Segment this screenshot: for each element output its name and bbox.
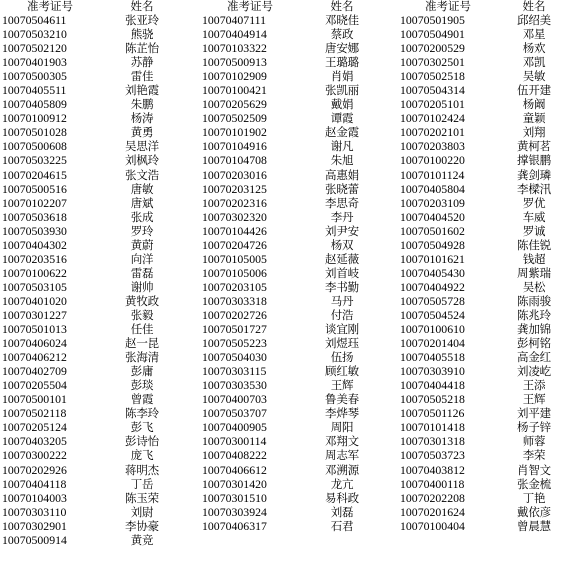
student-name-cell: 向洋 (130, 251, 154, 266)
student-name-cell: 车威 (522, 209, 546, 224)
exam-id-cell: 10070504611 (2, 13, 67, 27)
id-column (202, 0, 298, 533)
exam-id-cell: 10070303910 (400, 364, 465, 379)
exam-id-cell: 10070104003 (2, 490, 67, 505)
exam-id-cell: 10070302320 (202, 209, 267, 224)
student-name-cell: 邓星 (522, 27, 546, 42)
student-name-cell: 龙亢 (330, 476, 354, 491)
student-name-cell: 雷磊 (130, 265, 154, 280)
exam-id-cell: 10070408222 (202, 448, 267, 463)
student-name-cell: 赵延薇 (325, 251, 359, 266)
student-name-cell: 唐敏 (130, 181, 154, 196)
exam-id-cell: 10070100622 (2, 265, 67, 280)
name-column (104, 0, 180, 547)
exam-id-cell: 10070500305 (2, 69, 67, 84)
exam-id-cell: 10070501013 (2, 322, 67, 337)
id-column (400, 0, 496, 533)
name-column (304, 0, 380, 533)
exam-id-cell: 10070101621 (400, 251, 465, 266)
student-name-cell: 彭飞 (130, 420, 154, 435)
exam-id-cell: 10070504928 (400, 237, 465, 252)
exam-id-cell: 10070202101 (400, 125, 465, 140)
exam-id-cell: 10070303924 (202, 504, 267, 519)
id-header: 准考证号 (227, 0, 273, 13)
exam-id-cell: 10070404914 (202, 27, 267, 42)
student-name-cell: 童颖 (522, 111, 546, 126)
student-name-cell: 张亚玲 (125, 13, 159, 27)
student-name-cell: 赵金霞 (325, 125, 359, 140)
exam-id-cell: 10070100912 (2, 111, 67, 126)
exam-id-cell: 10070201624 (400, 504, 465, 519)
exam-id-cell: 10070200529 (400, 41, 465, 56)
exam-id-cell: 10070100421 (202, 83, 267, 98)
student-name-cell: 彭柯铭 (517, 336, 551, 351)
id-header: 准考证号 (425, 0, 471, 13)
id-cells (2, 13, 98, 547)
exam-id-cell: 10070201404 (400, 336, 465, 351)
student-name-cell: 王添 (522, 378, 546, 393)
exam-id-cell: 10070102424 (400, 111, 465, 126)
student-name-cell: 龚剑璘 (517, 167, 551, 182)
exam-id-cell: 10070500914 (2, 532, 67, 547)
exam-id-cell: 10070502509 (202, 111, 267, 126)
student-name-cell: 师蓉 (522, 434, 546, 449)
student-name-cell: 邱绍美 (517, 13, 551, 27)
student-name-cell: 吴思洋 (125, 139, 159, 154)
name-header: 姓名 (522, 0, 546, 13)
exam-id-cell: 10070405518 (400, 350, 465, 365)
exam-id-cell: 10070404520 (400, 209, 465, 224)
exam-id-cell: 10070405809 (2, 97, 67, 112)
student-name-cell: 王辉 (522, 392, 546, 407)
exam-id-cell: 10070504030 (202, 350, 267, 365)
student-name-cell: 李荣 (522, 448, 546, 463)
exam-id-cell: 10070503723 (400, 448, 465, 463)
student-name-cell: 周志军 (325, 448, 359, 463)
exam-id-cell: 10070100220 (400, 153, 465, 168)
student-name-cell: 李协豪 (125, 518, 159, 533)
student-name-cell: 谈宜刚 (325, 322, 359, 337)
exam-id-cell: 10070301510 (202, 490, 267, 505)
exam-id-cell: 10070504524 (400, 307, 465, 322)
student-name-cell: 任佳 (130, 322, 154, 337)
student-name-cell: 杨阚 (522, 97, 546, 112)
student-name-cell: 刘翔 (522, 125, 546, 140)
student-name-cell: 张凯丽 (325, 83, 359, 98)
exam-id-cell: 10070204726 (202, 237, 267, 252)
exam-id-cell: 10070303530 (202, 378, 267, 393)
student-name-cell: 付浩 (330, 307, 354, 322)
exam-id-cell: 10070203105 (202, 279, 267, 294)
student-name-cell: 肖智文 (517, 462, 551, 477)
exam-id-cell: 10070202208 (400, 490, 465, 505)
exam-id-cell: 10070400118 (400, 476, 465, 491)
exam-id-cell: 10070502518 (400, 69, 465, 84)
student-name-cell: 张文浩 (125, 167, 159, 182)
student-name-cell: 黄勇 (130, 125, 154, 140)
student-name-cell: 杨欢 (522, 41, 546, 56)
exam-id-cell: 10070300222 (2, 448, 67, 463)
student-name-cell: 张金梳 (517, 476, 551, 491)
student-name-cell: 曾霞 (130, 392, 154, 407)
name-cells (304, 13, 380, 533)
student-name-cell: 杨涛 (130, 111, 154, 126)
exam-id-cell: 10070500913 (202, 55, 267, 70)
student-name-cell: 黄竞 (130, 532, 154, 547)
exam-id-cell: 10070500516 (2, 181, 67, 196)
exam-id-cell: 10070202316 (202, 195, 267, 210)
exam-id-cell: 10070101418 (400, 420, 465, 435)
exam-id-cell: 10070502120 (2, 41, 67, 56)
student-name-cell: 丁艳 (522, 490, 546, 505)
student-name-cell: 黄柯茗 (517, 139, 551, 154)
id-header: 准考证号 (27, 0, 73, 13)
id-column (2, 0, 98, 547)
student-name-cell: 钱超 (522, 251, 546, 266)
student-name-cell: 王辉 (330, 378, 354, 393)
student-name-cell: 蒋明杰 (125, 462, 159, 477)
exam-id-cell: 10070101124 (400, 167, 465, 182)
student-name-cell: 刘煜珏 (325, 336, 359, 351)
exam-id-cell: 10070501905 (400, 13, 465, 27)
student-name-cell: 罗优 (522, 195, 546, 210)
exam-id-cell: 10070407111 (202, 13, 267, 27)
student-name-cell: 罗诚 (522, 223, 546, 238)
student-name-cell: 张海清 (125, 350, 159, 365)
student-name-cell: 撑银鹏 (517, 153, 551, 168)
student-name-cell: 张毅 (130, 307, 154, 322)
student-name-cell: 张晓蕾 (325, 181, 359, 196)
student-name-cell: 黄牧政 (125, 293, 159, 308)
student-name-cell: 庞飞 (130, 448, 154, 463)
student-name-cell: 雷佳 (130, 69, 154, 84)
exam-id-cell: 10070405430 (400, 265, 465, 280)
student-name-cell: 李书勤 (325, 279, 359, 294)
student-name-cell: 蔡政 (330, 27, 354, 42)
exam-id-cell: 10070503618 (2, 209, 67, 224)
exam-id-cell: 10070402709 (2, 364, 67, 379)
exam-id-cell: 10070302901 (2, 518, 67, 533)
name-header: 姓名 (130, 0, 154, 13)
student-name-cell: 罗玲 (130, 223, 154, 238)
name-header: 姓名 (330, 0, 354, 13)
exam-id-cell: 10070205124 (2, 420, 67, 435)
exam-id-cell: 10070401903 (2, 55, 67, 70)
student-name-cell: 朱鹏 (130, 97, 154, 112)
student-name-cell: 周紫瑞 (517, 265, 551, 280)
student-name-cell: 陈雨骏 (517, 293, 551, 308)
exam-id-cell: 10070301318 (400, 434, 465, 449)
exam-id-cell: 10070501028 (2, 125, 67, 140)
exam-id-cell: 10070403205 (2, 434, 67, 449)
exam-id-cell: 10070203109 (400, 195, 465, 210)
exam-id-cell: 10070403812 (400, 462, 465, 477)
exam-id-cell: 10070406024 (2, 336, 67, 351)
exam-id-cell: 10070504901 (400, 27, 465, 42)
exam-id-cell: 10070205101 (400, 97, 465, 112)
student-name-cell: 顾红敏 (325, 364, 359, 379)
student-name-cell: 黄蔚 (130, 237, 154, 252)
exam-id-cell: 10070102909 (202, 69, 267, 84)
exam-id-cell: 10070404118 (2, 476, 67, 491)
exam-id-cell: 10070100610 (400, 322, 465, 337)
student-name-cell: 邓凯 (522, 55, 546, 70)
exam-id-cell: 10070406317 (202, 518, 267, 533)
exam-id-cell: 10070405511 (2, 83, 67, 98)
student-name-cell: 王璐璐 (325, 55, 359, 70)
exam-id-cell: 10070303115 (202, 364, 267, 379)
exam-id-cell: 10070406612 (202, 462, 267, 477)
student-name-cell: 谢帅 (130, 279, 154, 294)
student-name-cell: 吴松 (522, 279, 546, 294)
student-name-cell: 刘平建 (517, 406, 551, 421)
student-name-cell: 杨子锌 (517, 420, 551, 435)
student-name-cell: 高金红 (517, 350, 551, 365)
exam-id-cell: 10070301227 (2, 307, 67, 322)
student-name-cell: 鲁美春 (325, 392, 359, 407)
exam-id-cell: 10070502118 (2, 406, 67, 421)
exam-id-cell: 10070103322 (202, 41, 267, 56)
exam-id-cell: 10070406212 (2, 350, 67, 365)
student-name-cell: 易科政 (325, 490, 359, 505)
name-column (502, 0, 566, 533)
student-name-cell: 刘首岐 (325, 265, 359, 280)
exam-id-cell: 10070505218 (400, 392, 465, 407)
student-name-cell: 刘磊 (330, 504, 354, 519)
student-name-cell: 刘凌屹 (517, 364, 551, 379)
exam-id-cell: 10070205629 (202, 97, 267, 112)
student-name-cell: 刘艳霞 (125, 83, 159, 98)
exam-id-cell: 10070205504 (2, 378, 67, 393)
exam-id-cell: 10070303110 (2, 504, 67, 519)
name-cells (502, 13, 566, 533)
student-name-cell: 刘尉 (130, 504, 154, 519)
student-name-cell: 龚加锦 (517, 322, 551, 337)
exam-id-cell: 10070501602 (400, 223, 465, 238)
student-name-cell: 石君 (330, 518, 354, 533)
exam-id-cell: 10070501727 (202, 322, 267, 337)
student-name-cell: 丁岳 (130, 476, 154, 491)
student-name-cell: 苏静 (130, 55, 154, 70)
exam-id-cell: 10070204615 (2, 167, 67, 182)
student-name-cell: 李樑汛 (517, 181, 551, 196)
name-cells (104, 13, 180, 547)
student-name-cell: 唐安娜 (325, 41, 359, 56)
exam-id-cell: 10070503105 (2, 279, 67, 294)
exam-id-cell: 10070503707 (202, 406, 267, 421)
student-name-cell: 邓溯源 (325, 462, 359, 477)
student-name-cell: 陈芷怡 (125, 41, 159, 56)
exam-id-cell: 10070203803 (400, 139, 465, 154)
exam-id-cell: 10070202926 (2, 462, 67, 477)
exam-id-cell: 10070500608 (2, 139, 67, 154)
exam-id-cell: 10070303318 (202, 293, 267, 308)
exam-id-cell: 10070404922 (400, 279, 465, 294)
exam-id-cell: 10070503210 (2, 27, 67, 42)
student-name-cell: 刘枫玲 (125, 153, 159, 168)
exam-id-cell: 10070400703 (202, 392, 267, 407)
exam-id-cell: 10070101902 (202, 125, 267, 140)
exam-id-cell: 10070102207 (2, 195, 67, 210)
exam-id-cell: 10070104916 (202, 139, 267, 154)
exam-id-cell: 10070301420 (202, 476, 267, 491)
exam-id-cell: 10070500101 (2, 392, 67, 407)
student-name-cell: 吴敏 (522, 69, 546, 84)
student-name-cell: 赵一昆 (125, 336, 159, 351)
exam-id-cell: 10070302501 (400, 55, 465, 70)
student-name-cell: 戴依彦 (517, 504, 551, 519)
exam-id-cell: 10070104708 (202, 153, 267, 168)
student-name-cell: 曾晨慧 (517, 518, 551, 533)
student-name-cell: 陈佳锐 (517, 237, 551, 252)
exam-id-cell: 10070501126 (400, 406, 465, 421)
exam-id-cell: 10070104426 (202, 223, 267, 238)
exam-id-cell: 10070404302 (2, 237, 67, 252)
student-name-cell: 陈兆玲 (517, 307, 551, 322)
student-name-cell: 李丹 (330, 209, 354, 224)
exam-id-cell: 10070105006 (202, 265, 267, 280)
student-name-cell: 唐斌 (130, 195, 154, 210)
exam-id-cell: 10070503930 (2, 223, 67, 238)
student-name-cell: 彭庸 (130, 364, 154, 379)
exam-id-cell: 10070203125 (202, 181, 267, 196)
student-name-cell: 陈玉荣 (125, 490, 159, 505)
student-name-cell: 彭琰 (130, 378, 154, 393)
student-name-cell: 马丹 (330, 293, 354, 308)
student-name-cell: 高惠娟 (325, 167, 359, 182)
exam-id-cell: 10070203516 (2, 251, 67, 266)
student-name-cell: 刘尹安 (325, 223, 359, 238)
id-cells (202, 13, 298, 533)
student-name-cell: 熊骁 (130, 27, 154, 42)
student-name-cell: 李思奇 (325, 195, 359, 210)
student-name-cell: 邓翔文 (325, 434, 359, 449)
student-name-cell: 伍扬 (330, 350, 354, 365)
exam-id-cell: 10070405804 (400, 181, 465, 196)
id-cells (400, 13, 496, 533)
student-name-cell: 朱旭 (330, 153, 354, 168)
exam-id-cell: 10070504314 (400, 83, 465, 98)
exam-id-cell: 10070202726 (202, 307, 267, 322)
exam-id-cell: 10070401020 (2, 293, 67, 308)
exam-id-cell: 10070505728 (400, 293, 465, 308)
exam-id-cell: 10070105005 (202, 251, 267, 266)
student-name-cell: 张成 (130, 209, 154, 224)
student-name-cell: 周阳 (330, 420, 354, 435)
exam-id-cell: 10070300114 (202, 434, 267, 449)
student-name-cell: 邓晓佳 (325, 13, 359, 27)
student-name-cell: 肖娟 (330, 69, 354, 84)
student-name-cell: 彭诗怡 (125, 434, 159, 449)
exam-id-cell: 10070100404 (400, 518, 465, 533)
student-name-cell: 李烨琴 (325, 406, 359, 421)
exam-id-cell: 10070203016 (202, 167, 267, 182)
student-name-cell: 谢凡 (330, 139, 354, 154)
student-name-cell: 谭霞 (330, 111, 354, 126)
student-name-cell: 陈李玲 (125, 406, 159, 421)
student-name-cell: 杨双 (330, 237, 354, 252)
exam-id-cell: 10070503225 (2, 153, 67, 168)
student-name-cell: 伍开建 (517, 83, 551, 98)
student-name-cell: 戴娟 (330, 97, 354, 112)
exam-id-cell: 10070404418 (400, 378, 465, 393)
exam-id-cell: 10070400905 (202, 420, 267, 435)
exam-id-cell: 10070505223 (202, 336, 267, 351)
